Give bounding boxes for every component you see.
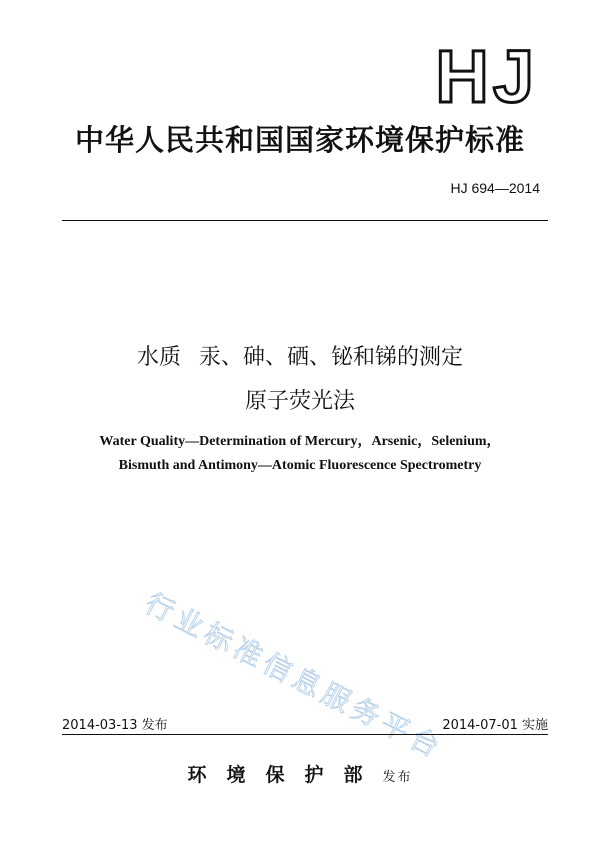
english-title-line-1: Water Quality—Determination of Mercury，Arsenic，Selenium， — [99, 434, 501, 449]
english-title — [0, 430, 600, 478]
chinese-method-title: 原子荧光法 — [244, 389, 355, 414]
bottom-divider — [62, 734, 548, 735]
publisher-line — [0, 760, 600, 787]
publisher-name: 环境保护部 — [187, 764, 383, 786]
title-subject: 水质 — [136, 345, 181, 370]
english-title-line-2: Bismuth and Antimony—Atomic Fluorescence Spectrometry — [118, 458, 482, 473]
issuing-authority-heading: 中华人民共和国国家环境保护标准 — [74, 123, 525, 157]
top-divider — [62, 220, 548, 221]
title-main: 汞、砷、硒、铋和锑的测定 — [199, 345, 464, 370]
standard-number: HJ 694—2014 — [450, 180, 540, 196]
issue-date: 2014-03-13 发布 — [62, 718, 168, 733]
watermark-text: 行业标准信息服务平台 — [139, 586, 449, 766]
implementation-date: 2014-07-01 实施 — [442, 718, 548, 733]
publish-label: 发布 — [382, 770, 413, 785]
chinese-title — [0, 340, 600, 371]
hj-logo: HJ — [435, 35, 538, 118]
